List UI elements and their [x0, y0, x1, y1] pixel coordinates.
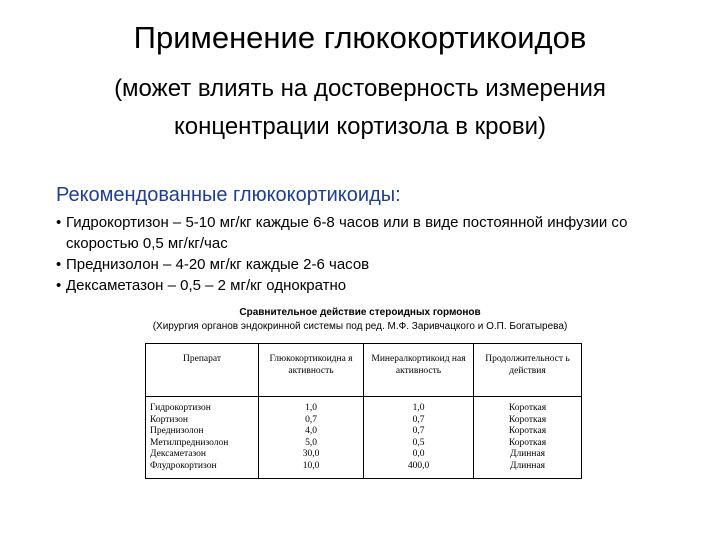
duration-value: Короткая: [508, 403, 547, 413]
glucocorticoid-value: 5,0: [305, 437, 317, 448]
drug-name: Преднизолон: [150, 426, 204, 436]
bullet-icon: •: [56, 277, 62, 294]
duration-value: Длинная: [509, 460, 546, 471]
mineralocorticoid-value: 1,0: [412, 403, 425, 413]
drug-name: Дексаметазон: [150, 449, 206, 459]
list-item-text: Дексаметазон – 0,5 – 2 мг/кг однократно: [66, 277, 347, 294]
page-title: Применение глюкокортикоидов: [133, 20, 587, 55]
recommended-list: [56, 212, 696, 296]
glucocorticoid-value: 10,0: [302, 460, 320, 471]
table-title: Сравнительное действие стероидных гормонов: [239, 307, 481, 318]
column-header-mineralocorticoid: Минералкортикоид ная активность: [364, 344, 474, 397]
glucocorticoid-column: [259, 397, 364, 479]
bullet-icon: •: [56, 256, 62, 273]
mineralocorticoid-value: 0,5: [412, 437, 425, 448]
list-item: [56, 254, 696, 275]
list-item-text: Преднизолон – 4-20 мг/кг каждые 2-6 часов: [66, 256, 370, 273]
page-subtitle: (может влиять на достоверность измерения концентрации кортизола в крови): [114, 75, 606, 140]
duration-value: Короткая: [508, 414, 547, 425]
list-item: [56, 275, 696, 296]
drug-name: Гидрокортизон: [150, 403, 211, 413]
glucocorticoid-value: 4,0: [305, 426, 317, 436]
drug-name: Флудрокортизон: [150, 460, 217, 471]
drug-name: Метилпреднизолон: [150, 437, 229, 448]
duration-value: Длинная: [509, 449, 546, 459]
glucocorticoid-value: 0,7: [305, 414, 317, 425]
table-header-row: [146, 344, 582, 397]
drug-name: Кортизон: [150, 414, 189, 425]
column-header-drug: Препарат: [146, 344, 259, 397]
list-item: [56, 212, 696, 254]
list-item-text: Гидрокортизон – 5-10 мг/кг каждые 6-8 часов или в виде постоянной инфузии со скоростью 0,5 мг/кг/час: [66, 214, 628, 252]
bullet-icon: •: [56, 214, 62, 231]
mineralocorticoid-value: 0,0: [412, 449, 425, 459]
mineralocorticoid-value: 400,0: [407, 460, 430, 471]
column-header-duration: Продолжительност ь действия: [474, 344, 582, 397]
column-header-glucocorticoid: Глюкокортикоидна я активность: [259, 344, 364, 397]
table-source: (Хирургия органов эндокринной системы под ред. М.Ф. Заривчацкого и О.П. Богатырева): [152, 321, 568, 332]
glucocorticoid-value: 30,0: [302, 449, 320, 459]
drug-column: [146, 397, 259, 479]
duration-value: Короткая: [508, 426, 547, 436]
duration-value: Короткая: [508, 437, 547, 448]
recommended-heading: Рекомендованные глюкокортикоиды:: [56, 184, 401, 206]
mineralocorticoid-column: [364, 397, 474, 479]
duration-column: [474, 397, 582, 479]
table-row: [146, 397, 582, 479]
steroid-comparison-table: [145, 343, 582, 479]
mineralocorticoid-value: 0,7: [412, 414, 425, 425]
glucocorticoid-value: 1,0: [305, 403, 317, 413]
mineralocorticoid-value: 0,7: [412, 426, 425, 436]
